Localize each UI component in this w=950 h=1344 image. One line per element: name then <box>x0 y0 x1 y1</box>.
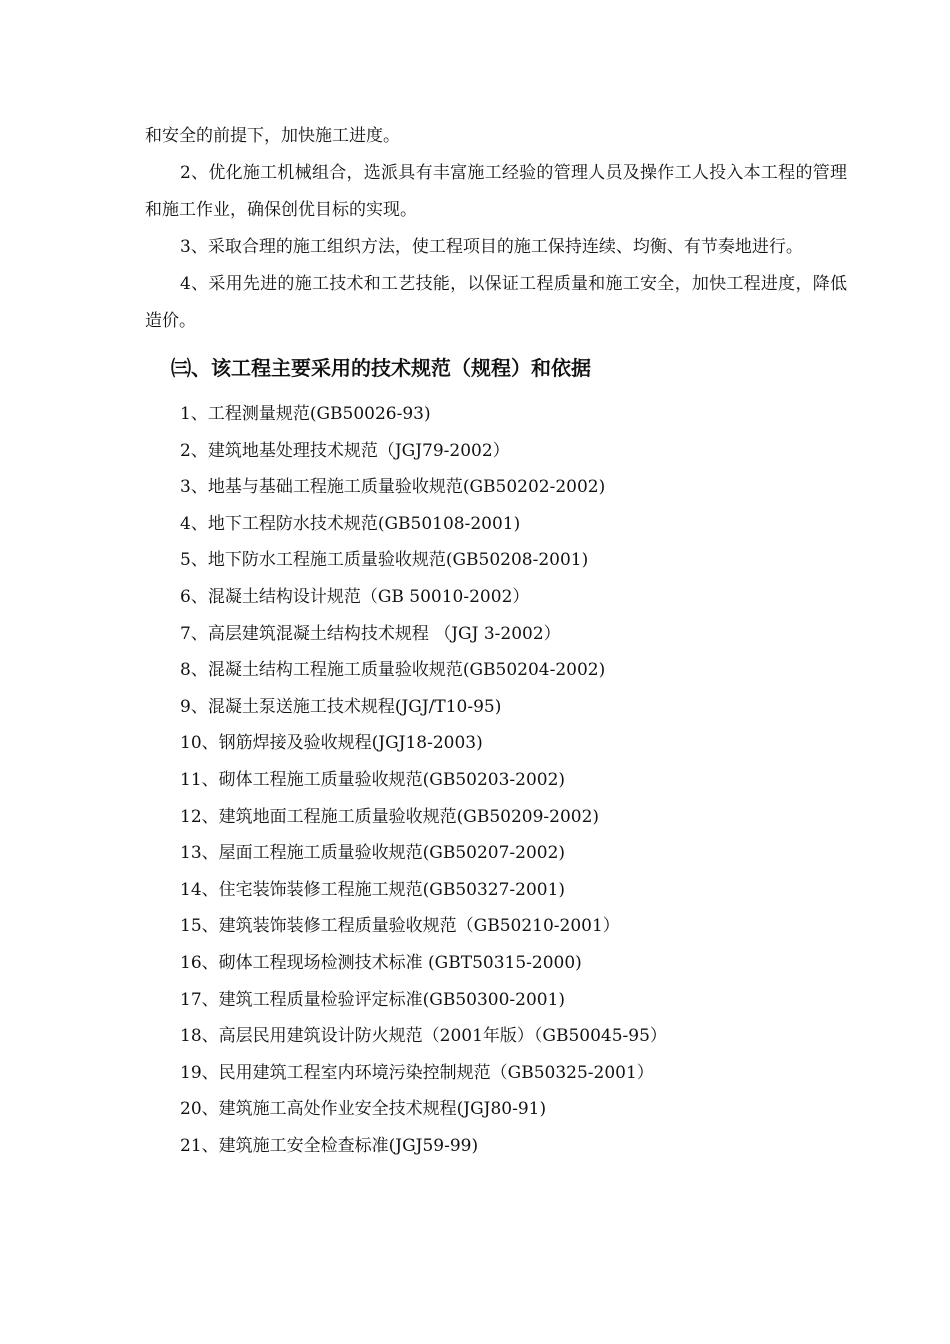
list-item: 6、混凝土结构设计规范（GB 50010-2002） <box>180 586 530 607</box>
standards-list <box>145 396 847 1164</box>
paragraph-4: 4、采用先进的施工技术和工艺技能，以保证工程质量和施工安全，加快工程进度，降低造价。 <box>145 274 847 331</box>
list-item: 16、砌体工程现场检测技术标准 (GBT50315-2000) <box>180 952 582 973</box>
list-item: 19、民用建筑工程室内环境污染控制规范（GB50325-2001） <box>180 1062 654 1083</box>
list-item: 8、混凝土结构工程施工质量验收规范(GB50204-2002) <box>180 660 606 681</box>
list-item: 5、地下防水工程施工质量验收规范(GB50208-2001) <box>180 550 589 571</box>
paragraph-1: 和安全的前提下，加快施工进度。 <box>145 126 400 146</box>
list-item: 21、建筑施工安全检查标准(JGJ59-99) <box>180 1135 479 1156</box>
list-item: 14、住宅装饰装修工程施工规范(GB50327-2001) <box>180 879 566 900</box>
list-item: 15、建筑装饰装修工程质量验收规范（GB50210-2001） <box>180 916 620 937</box>
list-item: 4、地下工程防水技术规范(GB50108-2001) <box>180 513 521 534</box>
list-item: 11、砌体工程施工质量验收规范(GB50203-2002) <box>180 769 566 790</box>
list-item: 13、屋面工程施工质量验收规范(GB50207-2002) <box>180 843 566 864</box>
list-item: 7、高层建筑混凝土结构技术规程 （JGJ 3-2002） <box>180 623 561 644</box>
page-content <box>145 118 847 1164</box>
list-item: 10、钢筋焊接及验收规程(JGJ18-2003) <box>180 733 483 754</box>
section-heading: ㈢、该工程主要采用的技术规范（规程）和依据 <box>171 356 591 380</box>
list-item: 2、建筑地基处理技术规范（JGJ79-2002） <box>180 440 510 461</box>
list-item: 1、工程测量规范(GB50026-93) <box>180 404 431 424</box>
list-item: 9、混凝土泵送施工技术规程(JGJ/T10-95) <box>180 696 502 717</box>
list-item: 20、建筑施工高处作业安全技术规程(JGJ80-91) <box>180 1099 547 1120</box>
list-item: 18、高层民用建筑设计防火规范（2001年版）（GB50045-95） <box>180 1026 667 1047</box>
list-item: 17、建筑工程质量检验评定标准(GB50300-2001) <box>180 989 566 1010</box>
paragraph-2: 2、优化施工机械组合，选派具有丰富施工经验的管理人员及操作工人投入本工程的管理和施工作业，确保创优目标的实现。 <box>145 163 847 220</box>
list-item: 12、建筑地面工程施工质量验收规范(GB50209-2002) <box>180 806 600 827</box>
paragraph-3: 3、采取合理的施工组织方法，使工程项目的施工保持连续、均衡、有节奏地进行。 <box>180 237 803 257</box>
list-item: 3、地基与基础工程施工质量验收规范(GB50202-2002) <box>180 477 606 498</box>
